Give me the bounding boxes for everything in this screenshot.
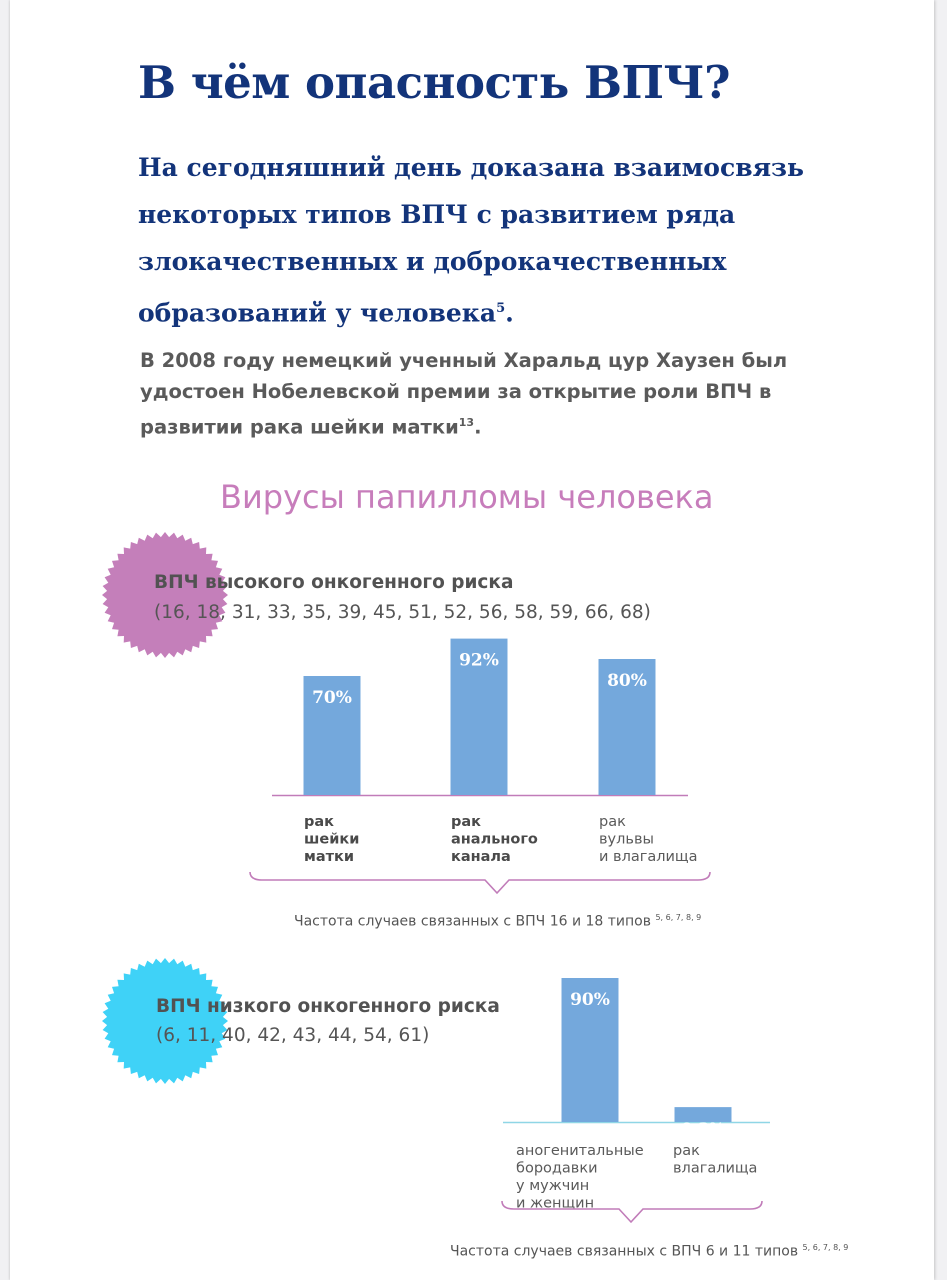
low-risk-note-refs: 5, 6, 7, 8, 9 [802, 1243, 849, 1252]
chart-1-category-label-1: рак шейки матки [304, 814, 360, 865]
low-risk-note [450, 1243, 848, 1260]
low-risk-note-text: Частота случаев связанных с ВПЧ 6 и 11 типов [450, 1243, 799, 1260]
chart-1-value-label-3: 80% [607, 671, 647, 691]
high-risk-title: ВПЧ высокого онкогенного риска [154, 572, 514, 593]
chart-1-value-label-1: 70% [312, 688, 352, 708]
chart-1-value-label-2: 92% [459, 650, 499, 671]
high-risk-note [294, 913, 701, 930]
chart-2-category-label-2: рак влагалища [673, 1143, 758, 1177]
low-risk-title: ВПЧ низкого онкогенного риска [156, 996, 500, 1017]
chart-2-value-label-1: 90% [570, 990, 610, 1010]
chart-1-bracket [250, 872, 710, 893]
low-risk-types: (6, 11, 40, 42, 43, 44, 54, 61) [156, 1025, 430, 1046]
nobel-end: . [474, 415, 482, 439]
chart-1-category-label-2: рак анального канала [451, 814, 538, 865]
high-risk-note-refs: 5, 6, 7, 8, 9 [655, 913, 702, 922]
chart-1-category-label-3: рак вульвы и влагалища [599, 814, 698, 865]
section-title: Вирусы папилломы человека [220, 478, 714, 516]
lead-end: . [505, 298, 514, 328]
charts [10, 0, 934, 1280]
nobel-text: В 2008 году немецкий ученный Харальд цур Хаузен был удостоен Нобелевской премии за открытие роли ВПЧ в развитии рака шейки матки [140, 349, 788, 439]
lead-text: На сегодняшний день доказана взаимосвязь некоторых типов ВПЧ с развитием ряда злокачественных и доброкачественных образований у человека [138, 153, 804, 328]
page [10, 0, 934, 1280]
nobel-reference: 13 [458, 416, 475, 429]
high-risk-note-text: Частота случаев связанных с ВПЧ 16 и 18 типов [294, 913, 651, 930]
chart-2-category-label-1: аногенитальные бородавки у мужчин и женщин [516, 1143, 644, 1212]
lead-reference: 5 [496, 301, 506, 316]
page-title: В чём опасность ВПЧ? [138, 56, 730, 109]
high-risk-types: (16, 18, 31, 33, 35, 39, 45, 51, 52, 56, 58, 59, 66, 68) [154, 602, 651, 623]
chart-2-value-label-2: 9,3% [681, 1119, 725, 1139]
